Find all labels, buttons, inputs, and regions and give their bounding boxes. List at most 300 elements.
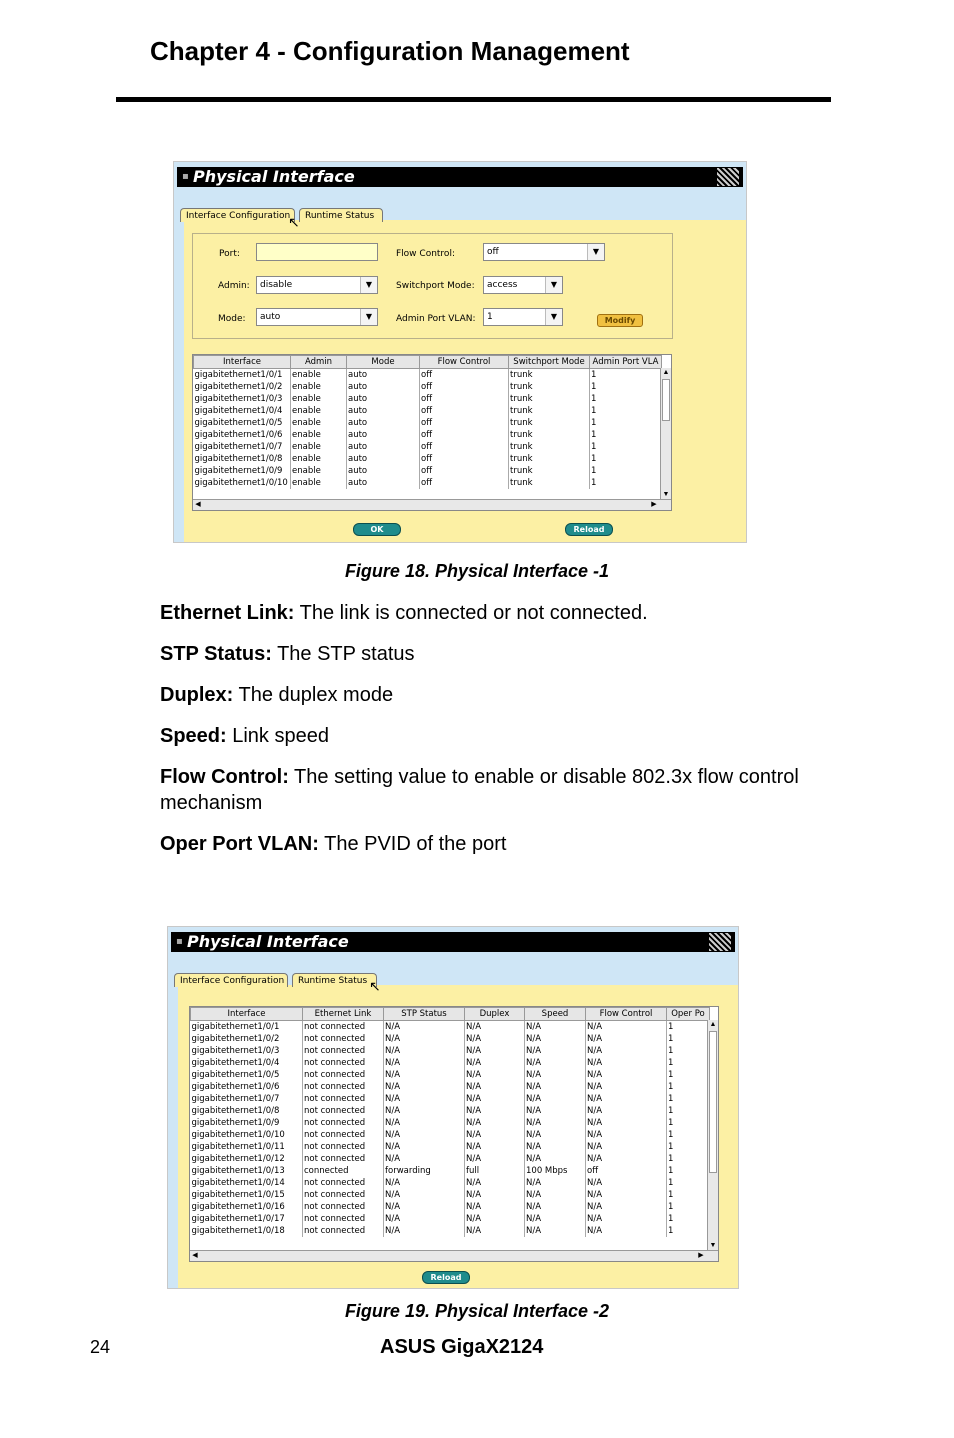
chevron-down-icon: ▼ bbox=[360, 309, 377, 325]
table-cell: gigabitethernet1/0/10 bbox=[191, 1129, 303, 1141]
tab-interface-configuration[interactable]: Interface Configuration bbox=[174, 973, 288, 987]
table-cell: N/A bbox=[465, 1117, 525, 1129]
table-row[interactable] bbox=[191, 1213, 710, 1225]
scroll-thumb[interactable] bbox=[662, 379, 670, 421]
scroll-left-icon[interactable]: ◀ bbox=[192, 1252, 198, 1259]
table-cell: gigabitethernet1/0/5 bbox=[194, 417, 291, 429]
mouse-pointer-icon: ↖ bbox=[369, 978, 381, 994]
figure-18-caption: Figure 18. Physical Interface -1 bbox=[344, 561, 610, 581]
table-row[interactable] bbox=[194, 429, 662, 441]
table-cell: 1 bbox=[590, 465, 662, 477]
table-cell: enable bbox=[291, 441, 347, 453]
table-cell: trunk bbox=[509, 441, 590, 453]
scroll-thumb[interactable] bbox=[709, 1031, 717, 1173]
table-cell: 1 bbox=[667, 1213, 710, 1225]
table-cell: N/A bbox=[384, 1045, 465, 1057]
table-cell: 1 bbox=[667, 1045, 710, 1057]
table-vertical-scrollbar[interactable] bbox=[707, 1020, 718, 1251]
description: The link is connected or not connected. bbox=[294, 602, 648, 624]
table-cell: N/A bbox=[465, 1225, 525, 1237]
table-row[interactable] bbox=[194, 441, 662, 453]
figure-19-caption: Figure 19. Physical Interface -2 bbox=[344, 1301, 610, 1321]
table-cell: off bbox=[420, 381, 509, 393]
table-cell: gigabitethernet1/0/3 bbox=[194, 393, 291, 405]
table-row[interactable] bbox=[191, 1117, 710, 1129]
table-cell: 1 bbox=[667, 1225, 710, 1237]
table-cell: trunk bbox=[509, 417, 590, 429]
port-label: Port: bbox=[219, 249, 240, 259]
table-cell: auto bbox=[347, 441, 420, 453]
admin-port-vlan-select-value: 1 bbox=[487, 312, 493, 322]
table-cell: N/A bbox=[384, 1021, 465, 1034]
table-cell: off bbox=[586, 1165, 667, 1177]
table-cell: N/A bbox=[525, 1069, 586, 1081]
table-cell: not connected bbox=[303, 1225, 384, 1237]
chevron-down-icon: ▼ bbox=[587, 244, 604, 260]
table-cell: gigabitethernet1/0/11 bbox=[191, 1141, 303, 1153]
table-cell: enable bbox=[291, 417, 347, 429]
table-cell: N/A bbox=[525, 1105, 586, 1117]
scroll-down-icon[interactable]: ▼ bbox=[709, 1242, 717, 1249]
column-header[interactable]: Interface bbox=[194, 356, 291, 369]
table-cell: gigabitethernet1/0/15 bbox=[191, 1189, 303, 1201]
table-cell: N/A bbox=[525, 1081, 586, 1093]
runtime-status-table bbox=[189, 1006, 719, 1262]
table-cell: N/A bbox=[586, 1033, 667, 1045]
tab-strip bbox=[174, 973, 474, 987]
table-cell: 1 bbox=[667, 1177, 710, 1189]
table-cell: 1 bbox=[590, 381, 662, 393]
table-cell: N/A bbox=[465, 1069, 525, 1081]
table-cell: not connected bbox=[303, 1093, 384, 1105]
interface-config-table bbox=[192, 354, 672, 511]
table-cell: N/A bbox=[586, 1057, 667, 1069]
table-cell: 1 bbox=[667, 1093, 710, 1105]
table-cell: off bbox=[420, 453, 509, 465]
table-cell: off bbox=[420, 477, 509, 489]
column-header[interactable]: Ethernet Link bbox=[303, 1008, 384, 1021]
table-row[interactable] bbox=[191, 1033, 710, 1045]
term: STP Status: bbox=[160, 643, 272, 665]
table-cell: N/A bbox=[525, 1021, 586, 1034]
table-vertical-scrollbar[interactable] bbox=[660, 368, 671, 500]
table-row[interactable] bbox=[191, 1081, 710, 1093]
table-cell: N/A bbox=[465, 1201, 525, 1213]
term: Ethernet Link: bbox=[160, 602, 295, 624]
table-cell: 1 bbox=[590, 393, 662, 405]
table-cell: N/A bbox=[586, 1045, 667, 1057]
table-cell: N/A bbox=[525, 1117, 586, 1129]
tab-runtime-status[interactable]: Runtime Status bbox=[292, 973, 377, 987]
table-cell: N/A bbox=[384, 1225, 465, 1237]
table-row[interactable] bbox=[194, 369, 662, 382]
table-cell: 1 bbox=[590, 405, 662, 417]
table-row[interactable] bbox=[194, 381, 662, 393]
reload-button[interactable]: Reload bbox=[565, 523, 613, 536]
column-header[interactable]: Flow Control bbox=[586, 1008, 667, 1021]
physical-interface-window-2 bbox=[167, 926, 739, 1289]
column-header[interactable]: Mode bbox=[347, 356, 420, 369]
table-cell: trunk bbox=[509, 477, 590, 489]
table-row[interactable] bbox=[191, 1045, 710, 1057]
page-number: 24 bbox=[90, 1337, 111, 1357]
table-cell: gigabitethernet1/0/1 bbox=[191, 1021, 303, 1034]
scroll-down-icon[interactable]: ▼ bbox=[662, 491, 670, 498]
vendor-logo-icon bbox=[717, 168, 739, 186]
table-cell: auto bbox=[347, 393, 420, 405]
table-cell: N/A bbox=[465, 1045, 525, 1057]
table-cell: 1 bbox=[667, 1069, 710, 1081]
table-cell: enable bbox=[291, 393, 347, 405]
table-cell: 1 bbox=[590, 441, 662, 453]
table-cell: 1 bbox=[667, 1033, 710, 1045]
table-row[interactable] bbox=[194, 417, 662, 429]
table-row[interactable] bbox=[194, 393, 662, 405]
chevron-down-icon: ▼ bbox=[545, 277, 562, 293]
column-header[interactable]: Admin bbox=[291, 356, 347, 369]
vendor-logo-icon bbox=[709, 933, 731, 951]
table-cell: 1 bbox=[667, 1105, 710, 1117]
chevron-down-icon: ▼ bbox=[545, 309, 562, 325]
column-header[interactable]: Flow Control bbox=[420, 356, 509, 369]
table-cell: off bbox=[420, 417, 509, 429]
table-cell: gigabitethernet1/0/7 bbox=[191, 1093, 303, 1105]
description: The setting value to enable or disable 802.3x flow control mechanism bbox=[160, 766, 799, 814]
table-cell: gigabitethernet1/0/16 bbox=[191, 1201, 303, 1213]
modify-button[interactable]: Modify bbox=[597, 314, 643, 327]
table-cell: N/A bbox=[384, 1081, 465, 1093]
flow-control-label: Flow Control: bbox=[396, 249, 455, 259]
table-cell: not connected bbox=[303, 1057, 384, 1069]
table-cell: gigabitethernet1/0/8 bbox=[191, 1105, 303, 1117]
table-row[interactable] bbox=[191, 1069, 710, 1081]
table-cell: gigabitethernet1/0/6 bbox=[194, 429, 291, 441]
table-row[interactable] bbox=[194, 465, 662, 477]
table-cell: gigabitethernet1/0/9 bbox=[191, 1117, 303, 1129]
table-horizontal-scrollbar[interactable] bbox=[193, 499, 671, 510]
table-cell: 1 bbox=[590, 417, 662, 429]
table-cell: forwarding bbox=[384, 1165, 465, 1177]
table-cell: N/A bbox=[384, 1141, 465, 1153]
table-cell: N/A bbox=[465, 1033, 525, 1045]
flow-control-select[interactable] bbox=[483, 243, 605, 261]
admin-select-value: disable bbox=[260, 280, 293, 290]
table-cell: 1 bbox=[667, 1129, 710, 1141]
table-cell: enable bbox=[291, 429, 347, 441]
table-cell: N/A bbox=[384, 1153, 465, 1165]
table-cell: N/A bbox=[525, 1213, 586, 1225]
table-cell: off bbox=[420, 405, 509, 417]
table-cell: 1 bbox=[667, 1021, 710, 1034]
admin-select[interactable] bbox=[256, 276, 378, 294]
chapter-rule bbox=[116, 97, 831, 102]
table-cell: trunk bbox=[509, 381, 590, 393]
scroll-left-icon[interactable]: ◀ bbox=[195, 501, 201, 508]
table-cell: N/A bbox=[465, 1177, 525, 1189]
table-cell: gigabitethernet1/0/1 bbox=[194, 369, 291, 382]
table-cell: gigabitethernet1/0/7 bbox=[194, 441, 291, 453]
table-cell: N/A bbox=[465, 1105, 525, 1117]
scroll-up-icon[interactable]: ▲ bbox=[709, 1021, 717, 1028]
table-cell: 1 bbox=[667, 1081, 710, 1093]
table-cell: N/A bbox=[586, 1105, 667, 1117]
table-cell: 1 bbox=[590, 429, 662, 441]
table-cell: N/A bbox=[384, 1093, 465, 1105]
table-row[interactable] bbox=[191, 1021, 710, 1034]
description: The duplex mode bbox=[233, 684, 394, 706]
table-cell: N/A bbox=[586, 1201, 667, 1213]
term: Duplex: bbox=[160, 684, 234, 706]
description: The STP status bbox=[271, 643, 415, 665]
table-cell: enable bbox=[291, 477, 347, 489]
table-cell: not connected bbox=[303, 1153, 384, 1165]
table-cell: trunk bbox=[509, 453, 590, 465]
table-cell: gigabitethernet1/0/6 bbox=[191, 1081, 303, 1093]
table-cell: not connected bbox=[303, 1045, 384, 1057]
mode-select[interactable] bbox=[256, 308, 378, 326]
column-header[interactable]: Admin Port VLA bbox=[590, 356, 662, 369]
table-cell: connected bbox=[303, 1165, 384, 1177]
scroll-right-icon[interactable]: ▶ bbox=[651, 501, 657, 508]
table-cell: N/A bbox=[465, 1093, 525, 1105]
table-row[interactable] bbox=[191, 1165, 710, 1177]
table-cell: N/A bbox=[384, 1069, 465, 1081]
table-cell: not connected bbox=[303, 1141, 384, 1153]
table-cell: 1 bbox=[667, 1165, 710, 1177]
table-cell: off bbox=[420, 369, 509, 382]
table-cell: N/A bbox=[586, 1213, 667, 1225]
table-row[interactable] bbox=[194, 477, 662, 489]
table-cell: N/A bbox=[384, 1117, 465, 1129]
chevron-down-icon: ▼ bbox=[360, 277, 377, 293]
table-cell: auto bbox=[347, 417, 420, 429]
term: Oper Port VLAN: bbox=[160, 833, 319, 855]
description: The PVID of the port bbox=[318, 833, 507, 855]
definition-ethernet-link bbox=[160, 600, 820, 626]
table-cell: enable bbox=[291, 381, 347, 393]
table-cell: not connected bbox=[303, 1189, 384, 1201]
table-cell: gigabitethernet1/0/4 bbox=[194, 405, 291, 417]
table-cell: off bbox=[420, 441, 509, 453]
tab-interface-configuration[interactable]: Interface Configuration bbox=[180, 208, 295, 222]
admin-port-vlan-select[interactable] bbox=[483, 308, 563, 326]
switchport-mode-select[interactable] bbox=[483, 276, 563, 294]
table-cell: N/A bbox=[586, 1117, 667, 1129]
footer-product-name: ASUS GigaX2124 bbox=[380, 1336, 544, 1358]
table-cell: gigabitethernet1/0/14 bbox=[191, 1177, 303, 1189]
table-row[interactable] bbox=[191, 1129, 710, 1141]
definition-flow-control bbox=[160, 764, 820, 816]
table-cell: auto bbox=[347, 405, 420, 417]
table-cell: N/A bbox=[586, 1141, 667, 1153]
table-cell: 1 bbox=[590, 453, 662, 465]
table-cell: auto bbox=[347, 465, 420, 477]
table-row[interactable] bbox=[191, 1189, 710, 1201]
column-header[interactable]: STP Status bbox=[384, 1008, 465, 1021]
table-cell: N/A bbox=[384, 1129, 465, 1141]
table-cell: off bbox=[420, 429, 509, 441]
table-cell: N/A bbox=[525, 1129, 586, 1141]
admin-label: Admin: bbox=[218, 281, 250, 291]
table-cell: not connected bbox=[303, 1129, 384, 1141]
window-title: Physical Interface bbox=[187, 932, 349, 951]
physical-interface-window-1 bbox=[173, 161, 747, 543]
table-cell: N/A bbox=[586, 1177, 667, 1189]
table-cell: gigabitethernet1/0/18 bbox=[191, 1225, 303, 1237]
table-cell: gigabitethernet1/0/13 bbox=[191, 1165, 303, 1177]
table-cell: full bbox=[465, 1165, 525, 1177]
table-row[interactable] bbox=[191, 1153, 710, 1165]
table-cell: N/A bbox=[465, 1189, 525, 1201]
table-cell: off bbox=[420, 465, 509, 477]
table-cell: N/A bbox=[525, 1045, 586, 1057]
table-cell: gigabitethernet1/0/3 bbox=[191, 1045, 303, 1057]
table-cell: not connected bbox=[303, 1117, 384, 1129]
table-cell: N/A bbox=[525, 1189, 586, 1201]
table-cell: gigabitethernet1/0/5 bbox=[191, 1069, 303, 1081]
table-cell: gigabitethernet1/0/12 bbox=[191, 1153, 303, 1165]
window-title-bar bbox=[171, 932, 735, 952]
table-row[interactable] bbox=[191, 1225, 710, 1237]
table-cell: gigabitethernet1/0/17 bbox=[191, 1213, 303, 1225]
table-cell: N/A bbox=[465, 1057, 525, 1069]
table-cell: N/A bbox=[525, 1177, 586, 1189]
mode-select-value: auto bbox=[260, 312, 281, 322]
table-cell: N/A bbox=[465, 1141, 525, 1153]
table-cell: not connected bbox=[303, 1069, 384, 1081]
table-row[interactable] bbox=[191, 1141, 710, 1153]
term: Speed: bbox=[160, 725, 227, 747]
table-horizontal-scrollbar[interactable] bbox=[190, 1250, 718, 1261]
table-cell: 1 bbox=[667, 1117, 710, 1129]
table-cell: 1 bbox=[667, 1201, 710, 1213]
table-cell: not connected bbox=[303, 1177, 384, 1189]
scroll-up-icon[interactable]: ▲ bbox=[662, 369, 670, 376]
table-cell: not connected bbox=[303, 1213, 384, 1225]
window-title: Physical Interface bbox=[193, 167, 355, 186]
table-cell: trunk bbox=[509, 405, 590, 417]
table-cell: auto bbox=[347, 381, 420, 393]
table-cell: N/A bbox=[586, 1225, 667, 1237]
table-cell: enable bbox=[291, 369, 347, 382]
reload-button[interactable]: Reload bbox=[422, 1271, 470, 1284]
chapter-title: Chapter 4 - Configuration Management bbox=[150, 36, 630, 66]
tab-runtime-status[interactable]: Runtime Status bbox=[299, 208, 383, 222]
term: Flow Control: bbox=[160, 766, 289, 788]
switchport-mode-select-value: access bbox=[487, 280, 518, 290]
table-cell: N/A bbox=[465, 1129, 525, 1141]
table-cell: N/A bbox=[586, 1021, 667, 1034]
table-cell: gigabitethernet1/0/2 bbox=[191, 1033, 303, 1045]
table-row[interactable] bbox=[191, 1177, 710, 1189]
table-cell: auto bbox=[347, 369, 420, 382]
table-cell: not connected bbox=[303, 1021, 384, 1034]
table-cell: N/A bbox=[384, 1105, 465, 1117]
table-cell: N/A bbox=[465, 1213, 525, 1225]
table-cell: N/A bbox=[384, 1189, 465, 1201]
table-cell: N/A bbox=[586, 1129, 667, 1141]
mode-label: Mode: bbox=[218, 314, 246, 324]
column-header[interactable]: Duplex bbox=[465, 1008, 525, 1021]
table-cell: gigabitethernet1/0/4 bbox=[191, 1057, 303, 1069]
mouse-pointer-icon: ↖ bbox=[288, 214, 300, 230]
table-row[interactable] bbox=[191, 1093, 710, 1105]
table-cell: 1 bbox=[590, 477, 662, 489]
description: Link speed bbox=[226, 725, 329, 747]
window-title-bar bbox=[177, 167, 743, 187]
table-cell: gigabitethernet1/0/8 bbox=[194, 453, 291, 465]
definition-stp-status bbox=[160, 641, 820, 667]
table-cell: N/A bbox=[525, 1093, 586, 1105]
table-row[interactable] bbox=[194, 405, 662, 417]
title-bullet-icon: ▪ bbox=[176, 936, 183, 947]
table-cell: N/A bbox=[465, 1081, 525, 1093]
table-cell: N/A bbox=[586, 1069, 667, 1081]
table-cell: N/A bbox=[384, 1033, 465, 1045]
table-cell: N/A bbox=[525, 1141, 586, 1153]
table-cell: 1 bbox=[667, 1189, 710, 1201]
table-cell: trunk bbox=[509, 429, 590, 441]
definition-speed bbox=[160, 723, 820, 749]
table-cell: N/A bbox=[384, 1201, 465, 1213]
table-row[interactable] bbox=[194, 453, 662, 465]
table-cell: N/A bbox=[525, 1057, 586, 1069]
table-cell: N/A bbox=[525, 1225, 586, 1237]
ok-button[interactable]: OK bbox=[353, 523, 401, 536]
table-cell: N/A bbox=[384, 1057, 465, 1069]
definition-duplex bbox=[160, 682, 820, 708]
table-cell: N/A bbox=[525, 1153, 586, 1165]
switchport-mode-label: Switchport Mode: bbox=[396, 281, 475, 291]
admin-port-vlan-label: Admin Port VLAN: bbox=[396, 314, 476, 324]
table-cell: trunk bbox=[509, 369, 590, 382]
table-cell: 1 bbox=[667, 1057, 710, 1069]
table-cell: N/A bbox=[384, 1213, 465, 1225]
table-cell: auto bbox=[347, 429, 420, 441]
table-cell: not connected bbox=[303, 1201, 384, 1213]
port-input[interactable] bbox=[256, 243, 378, 261]
table-cell: not connected bbox=[303, 1105, 384, 1117]
table-row[interactable] bbox=[191, 1057, 710, 1069]
table-cell: N/A bbox=[586, 1189, 667, 1201]
table-cell: gigabitethernet1/0/9 bbox=[194, 465, 291, 477]
config-form bbox=[192, 233, 673, 339]
table-cell: auto bbox=[347, 477, 420, 489]
table-row[interactable] bbox=[191, 1105, 710, 1117]
table-cell: not connected bbox=[303, 1033, 384, 1045]
definition-oper-port-vlan bbox=[160, 831, 820, 857]
table-cell: trunk bbox=[509, 465, 590, 477]
column-header[interactable]: Interface bbox=[191, 1008, 303, 1021]
column-header[interactable]: Switchport Mode bbox=[509, 356, 590, 369]
table-cell: trunk bbox=[509, 393, 590, 405]
table-cell: 1 bbox=[667, 1141, 710, 1153]
table-cell: N/A bbox=[465, 1021, 525, 1034]
table-cell: N/A bbox=[525, 1033, 586, 1045]
table-cell: N/A bbox=[586, 1153, 667, 1165]
table-cell: auto bbox=[347, 453, 420, 465]
table-row[interactable] bbox=[191, 1201, 710, 1213]
column-header[interactable]: Speed bbox=[525, 1008, 586, 1021]
flow-control-select-value: off bbox=[487, 247, 499, 257]
tab-strip bbox=[180, 208, 480, 222]
table-cell: enable bbox=[291, 453, 347, 465]
table-cell: 1 bbox=[667, 1153, 710, 1165]
table-cell: 100 Mbps bbox=[525, 1165, 586, 1177]
table-cell: enable bbox=[291, 405, 347, 417]
scroll-right-icon[interactable]: ▶ bbox=[698, 1252, 704, 1259]
column-header[interactable]: Oper Po bbox=[667, 1008, 710, 1021]
